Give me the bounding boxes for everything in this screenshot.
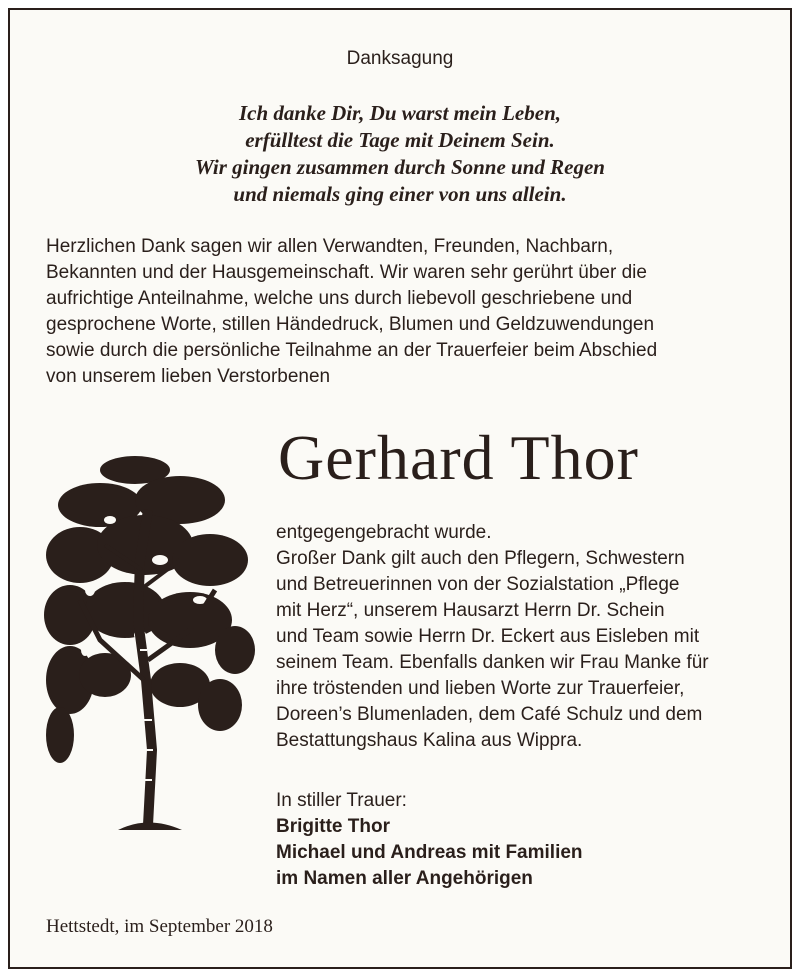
intro-paragraph: [46, 234, 657, 390]
mourners-list: [276, 814, 583, 892]
thanks-line: ihre tröstenden und lieben Worte zur Trauerfeier,: [276, 678, 685, 699]
thanks-paragraph: [276, 520, 709, 754]
place-date: Hettstedt, im September 2018: [46, 916, 273, 937]
mourner-name: Brigitte Thor: [276, 816, 390, 837]
intro-line: sowie durch die persönliche Teilnahme an der Trauerfeier beim Abschied: [46, 340, 658, 361]
foliage-cluster: [198, 679, 242, 731]
thanks-line: entgegengebracht wurde.: [276, 522, 492, 543]
thanks-line: Bestattungshaus Kalina aus Wippra.: [276, 730, 583, 751]
mourner-name: Michael und Andreas mit Familien: [276, 842, 583, 863]
mourning-label: In stiller Trauer:: [276, 790, 407, 811]
poem-line: Wir gingen zusammen durch Sonne und Regen: [194, 155, 605, 179]
poem-line: und niemals ging einer von uns allein.: [233, 182, 567, 206]
intro-line: Bekannten und der Hausgemeinschaft. Wir waren sehr gerührt über die: [46, 262, 647, 283]
thanks-line: Doreen’s Blumenladen, dem Café Schulz und dem: [276, 704, 703, 725]
poem-line: Ich danke Dir, Du warst mein Leben,: [238, 101, 562, 125]
intro-line: gesprochene Worte, stillen Händedruck, Blumen und Geldzuwendungen: [46, 314, 655, 335]
poem-line: erfülltest die Tage mit Deinem Sein.: [245, 128, 555, 152]
intro-line: von unserem lieben Verstorbenen: [46, 366, 331, 387]
foliage-cluster: [172, 534, 248, 586]
deceased-name: Gerhard Thor: [278, 422, 639, 493]
thanks-line: und Betreuerinnen von der Sozialstation „Pflege: [276, 574, 680, 595]
birch-tree-illustration: [40, 450, 260, 835]
poem: [0, 100, 800, 208]
thanks-line: seinem Team. Ebenfalls danken wir Frau Manke für: [276, 652, 709, 673]
thanks-line: mit Herz“, unserem Hausarzt Herrn Dr. Schein: [276, 600, 665, 621]
notice-heading: Danksagung: [346, 48, 454, 69]
intro-line: Herzlichen Dank sagen wir allen Verwandten, Freunden, Nachbarn,: [46, 236, 614, 257]
mourner-name: im Namen aller Angehörigen: [276, 868, 533, 889]
foliage-cluster: [215, 626, 255, 674]
tree-ground: [118, 823, 182, 831]
foliage-cluster: [46, 707, 74, 763]
intro-line: aufrichtige Anteilnahme, welche uns durch liebevoll geschriebene und: [46, 288, 633, 309]
thanks-line: Großer Dank gilt auch den Pflegern, Schwestern: [276, 548, 685, 569]
thanks-line: und Team sowie Herrn Dr. Eckert aus Eisleben mit: [276, 626, 700, 647]
